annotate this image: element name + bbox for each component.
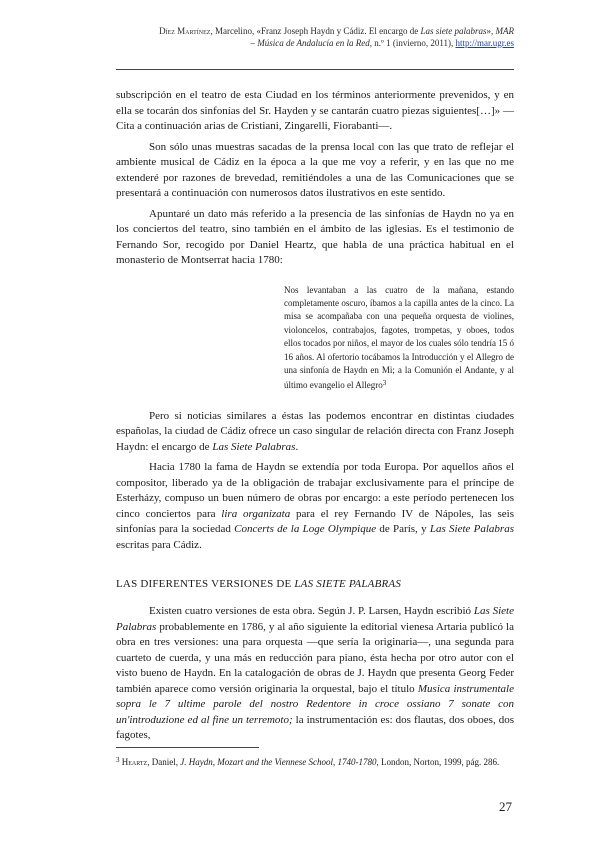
- paragraph-6-text-2: probablemente en 1786, y al año siguiente la editorial vienesa Artaria publicó la obra en tres versiones: una para orquesta —que sería la originaria—, una segunda para cuarteto de cuerda, y una más en reducción para piano, ésta hecha por otro autor con el visto bueno de Haydn. En la catalogación de obras de J. Haydn que presenta Georg Feder también aparece como versión originaria la orquestal, bajo el título: [116, 620, 514, 695]
- paragraph-3: Apuntaré un dato más referido a la presencia de las sinfonías de Haydn no ya en los conciertos del teatro, sino también en el ámbito de las iglesias. Es el testimonio de Fernando Sor, recogido por Daniel Heartz, que habla de una práctica habitual en el monasterio de Montserrat hacia 1780:: [116, 207, 514, 266]
- footnote-title: J. Haydn, Mozart and the Viennese School, 1740-1780: [180, 757, 377, 767]
- page-number: 27: [499, 799, 512, 814]
- paragraph-6: [116, 604, 514, 744]
- paragraph-5-italic-3: Las Siete Palabras: [429, 523, 514, 536]
- header-work-title: Las siete palabras: [420, 26, 487, 36]
- header-author: Díez Martínez: [159, 26, 211, 36]
- header-journal-abbr: MAR: [495, 26, 514, 36]
- paragraph-5: [116, 460, 514, 553]
- paragraph-4: [116, 409, 514, 456]
- paragraph-5-text: Hacia 1780 la fama de Haydn se extendía por toda Europa. Por aquellos años el compositor, liberado ya de la obligación de trabajar exclusivamente para el príncipe de Esterházy, compuso un buen número de obras por encargo: a este período pertenecen los cinco conciertos para: [116, 461, 514, 520]
- paragraph-5-text-3: de París, y: [376, 523, 430, 536]
- paragraph-5-italic-2: Concerts de la Loge Olympique: [234, 523, 377, 536]
- block-quote-text: Nos levantaban a las cuatro de la mañana, estando completamente oscuro, íbamos a la capilla antes de la cinco. La misa se acompañaba con una pequeña orquesta de violines, violoncelos, contrabajos, fagotes, trompetas, y oboes, todos ellos tocados por niños, el mayor de los cuales sólo tendría 15 ó 16 años. Al ofertorio tocábamos la Introducción y el Allegro de una sinfonía de Haydn en Mi; a la Comunión el Andante, y al último evangelio el Allegro: [284, 284, 514, 391]
- paragraph-5-end: escritas para Cádiz.: [116, 538, 202, 551]
- paragraph-4-title: Las Siete Palabras: [212, 440, 296, 453]
- footnote-number: 3: [116, 756, 120, 764]
- paragraph-6-italic-2: Musica instrumentale sopra le 7 ultime parole del nostro Redentore in croce ossiano 7 sonate con un'introduzione ed al fine un terremoto;: [116, 682, 514, 726]
- paragraph-1: subscripción en el teatro de esta Ciudad en los términos anteriormente prevenidos, y en ella se tocarán dos sinfonías del Sr. Hayden y se cantarán cuatro piezas siguientes[…]» —Cita a continuación arias de Cristiani, Zingarelli, Fiorabanti—.: [116, 89, 514, 132]
- paragraph-6-italic-1: Las Siete Palabras: [116, 605, 514, 633]
- footnote-rest: , London, Norton, 1999, pág. 286.: [376, 757, 500, 767]
- paragraph-5-text-2: para el rey Fernando IV de Nápoles, las seis sinfonías para la sociedad: [116, 507, 514, 536]
- header-citation: , Marcelino, «Franz Joseph Haydn y Cádiz. El encargo de: [210, 26, 421, 36]
- footnote-rule: [116, 747, 259, 748]
- paragraph-5-italic-1: lira organizata: [221, 507, 291, 520]
- footnote-ref-3[interactable]: 3: [382, 379, 387, 388]
- paragraph-2: Son sólo unas muestras sacadas de la prensa local con las que trato de reflejar el ambiente musical de Cádiz en la época a la que me voy a referir, y en las que no me extenderé por razones de brevedad, remitiéndoles a una de las Comunicaciones que se presentará a continuación con numerosos datos ilustrativos en este sentido.: [116, 140, 514, 199]
- paragraph-4-end: .: [295, 440, 299, 453]
- footnote-author-rest: , Daniel,: [147, 757, 181, 767]
- footnote-3: [116, 754, 514, 769]
- header-rule: [116, 69, 514, 70]
- running-header: [116, 26, 514, 49]
- section-heading-italic: LAS SIETE PALABRAS: [294, 578, 402, 591]
- header-url-link[interactable]: http://mar.ugr.es: [455, 37, 514, 48]
- block-quote: [284, 284, 514, 393]
- paragraph-6-text: Existen cuatro versiones de esta obra. Según J. P. Larsen, Haydn escribió: [149, 605, 474, 618]
- section-heading-text: LAS DIFERENTES VERSIONES DE: [116, 578, 295, 591]
- section-heading: [116, 578, 514, 590]
- main-content: [116, 88, 514, 744]
- paragraph-6-text-3: la instrumentación es: dos flautas, dos oboes, dos fagotes,: [116, 713, 514, 742]
- header-citation-close: »,: [486, 26, 496, 36]
- paragraph-4-text: Pero si noticias similares a éstas las podemos encontrar en distintas ciudades españolas, la ciudad de Cádiz ofrece un caso singular de relación directa con Franz Joseph Haydn: el encargo de: [116, 409, 514, 453]
- footnote-author: Heartz: [121, 757, 148, 767]
- header-journal: Música de Andalucía en la Red: [257, 37, 370, 48]
- header-issue: , n.º 1 (invierno, 2011),: [369, 37, 456, 48]
- header-dash: –: [250, 37, 258, 48]
